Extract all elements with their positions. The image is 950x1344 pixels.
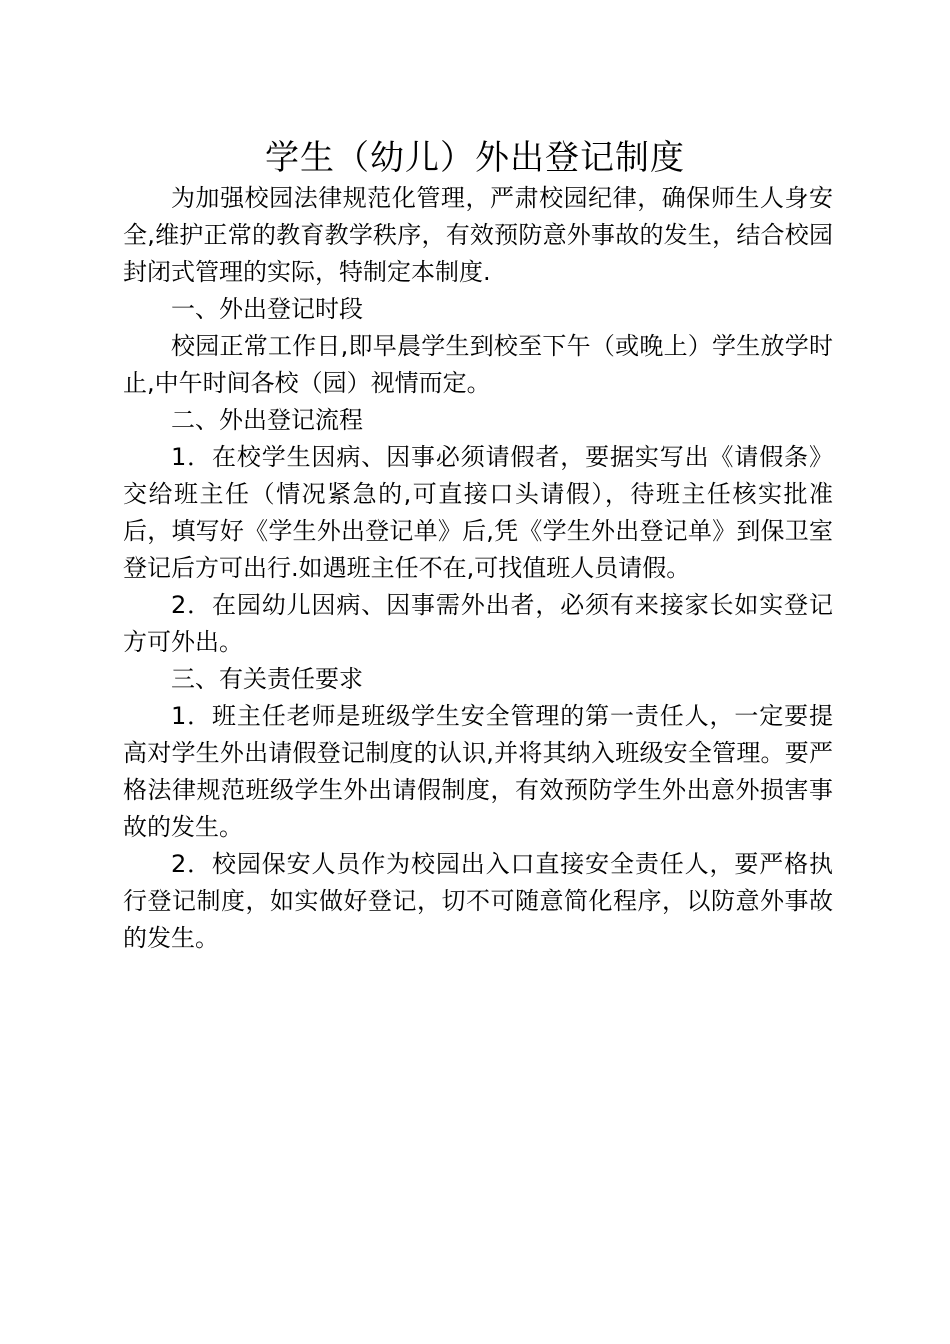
section-heading-procedure: 二、外出登记流程 [171,406,363,434]
intro-paragraph: 为加强校园法律规范化管理，严肃校园纪律，确保师生人身安全,维护正常的教育教学秩序，有效预防意外事故的发生，结合校园封闭式管理的实际，特制定本制度. [123,184,833,286]
time-period-paragraph: 校园正常工作日,即早晨学生到校至下午（或晚上）学生放学时止,中午时间各校（园）视情而定。 [123,332,833,397]
procedure-item-2: 2．在园幼儿因病、因事需外出者，必须有来接家长如实登记方可外出。 [123,591,833,656]
section-heading-responsibility: 三、有关责任要求 [171,665,363,693]
responsibility-item-1: 1．班主任老师是班级学生安全管理的第一责任人，一定要提高对学生外出请假登记制度的认识,并将其纳入班级安全管理。要严格法律规范班级学生外出请假制度，有效预防学生外出意外损害事故的发生。 [123,702,833,841]
document-body [123,180,833,957]
document-title: 学生（幼儿）外出登记制度 [265,138,685,178]
section-heading-time-period: 一、外出登记时段 [171,295,363,323]
responsibility-item-2: 2．校园保安人员作为校园出入口直接安全责任人，要严格执行登记制度，如实做好登记，切不可随意简化程序，以防意外事故的发生。 [123,850,833,952]
procedure-item-1: 1．在校学生因病、因事必须请假者，要据实写出《请假条》交给班主任（情况紧急的,可直接口头请假），待班主任核实批准后，填写好《学生外出登记单》后,凭《学生外出登记单》到保卫室登记后方可出行.如遇班主任不在,可找值班人员请假。 [123,443,833,582]
